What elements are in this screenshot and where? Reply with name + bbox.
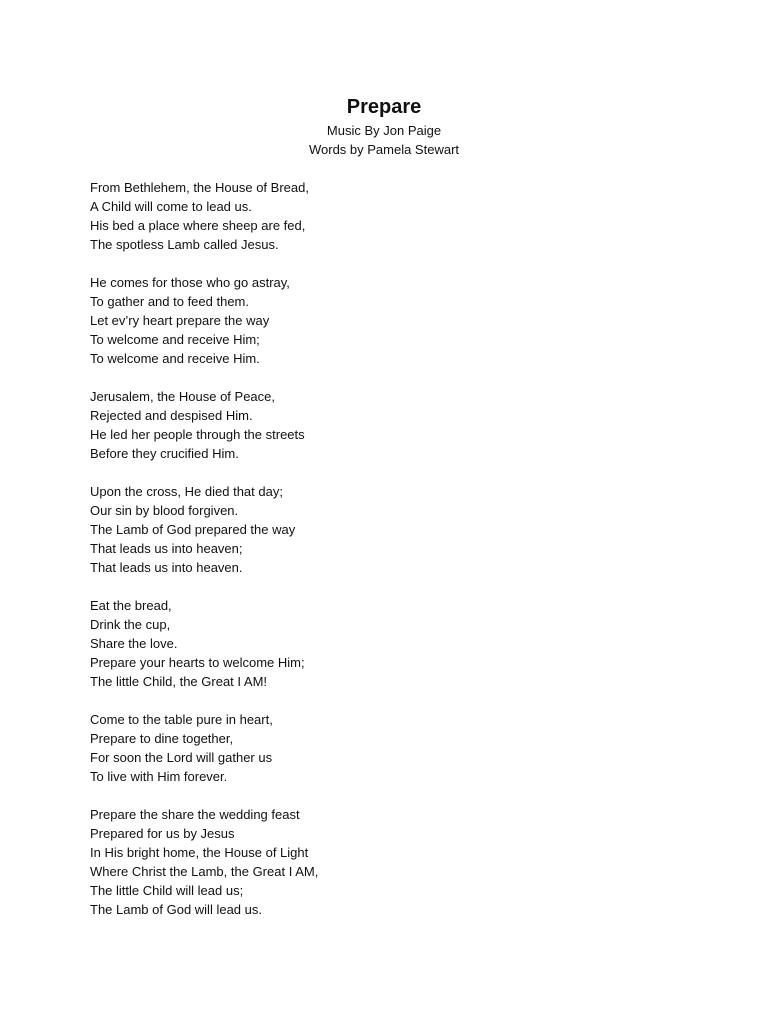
stanza <box>90 805 690 919</box>
poem-line: Before they crucified Him. <box>90 446 239 461</box>
poem-line: To live with Him forever. <box>90 769 228 784</box>
poem-line: Eat the bread, <box>90 598 172 613</box>
poem-line: Let ev’ry heart prepare the way <box>90 313 270 328</box>
poem-line: Prepare the share the wedding feast <box>90 807 300 822</box>
stanza <box>90 273 690 368</box>
poem-line: To welcome and receive Him; <box>90 332 260 347</box>
poem-line: The spotless Lamb called Jesus. <box>90 237 279 252</box>
poem-line: Share the love. <box>90 636 178 651</box>
stanza <box>90 178 690 254</box>
poem-line: The Lamb of God prepared the way <box>90 522 296 537</box>
music-credit: Music By Jon Paige <box>326 123 442 138</box>
poem-line: Prepare your hearts to welcome Him; <box>90 655 305 670</box>
document-header <box>0 93 768 159</box>
poem-line: In His bright home, the House of Light <box>90 845 309 860</box>
poem-line: To welcome and receive Him. <box>90 351 260 366</box>
poem-line: Where Christ the Lamb, the Great I AM, <box>90 864 319 879</box>
poem-line: From Bethlehem, the House of Bread, <box>90 180 309 195</box>
poem-line: He comes for those who go astray, <box>90 275 290 290</box>
poem-line: That leads us into heaven. <box>90 560 243 575</box>
poem-line: Come to the table pure in heart, <box>90 712 273 727</box>
words-credit: Words by Pamela Stewart <box>308 142 460 157</box>
poem-line: Jerusalem, the House of Peace, <box>90 389 275 404</box>
stanza <box>90 710 690 786</box>
poem-line: He led her people through the streets <box>90 427 305 442</box>
poem-line: That leads us into heaven; <box>90 541 243 556</box>
poem-body <box>90 178 690 938</box>
poem-line: Rejected and despised Him. <box>90 408 253 423</box>
poem-line: Drink the cup, <box>90 617 171 632</box>
poem-line: Prepared for us by Jesus <box>90 826 235 841</box>
poem-line: To gather and to feed them. <box>90 294 249 309</box>
poem-line: The little Child, the Great I AM! <box>90 674 268 689</box>
poem-line: A Child will come to lead us. <box>90 199 252 214</box>
page-title: Prepare <box>346 96 422 118</box>
poem-line: Our sin by blood forgiven. <box>90 503 239 518</box>
stanza <box>90 596 690 691</box>
poem-line: For soon the Lord will gather us <box>90 750 273 765</box>
poem-line: The Lamb of God will lead us. <box>90 902 262 917</box>
poem-line: Upon the cross, He died that day; <box>90 484 283 499</box>
poem-line: His bed a place where sheep are fed, <box>90 218 306 233</box>
stanza <box>90 482 690 577</box>
stanza <box>90 387 690 463</box>
poem-line: Prepare to dine together, <box>90 731 234 746</box>
poem-line: The little Child will lead us; <box>90 883 244 898</box>
